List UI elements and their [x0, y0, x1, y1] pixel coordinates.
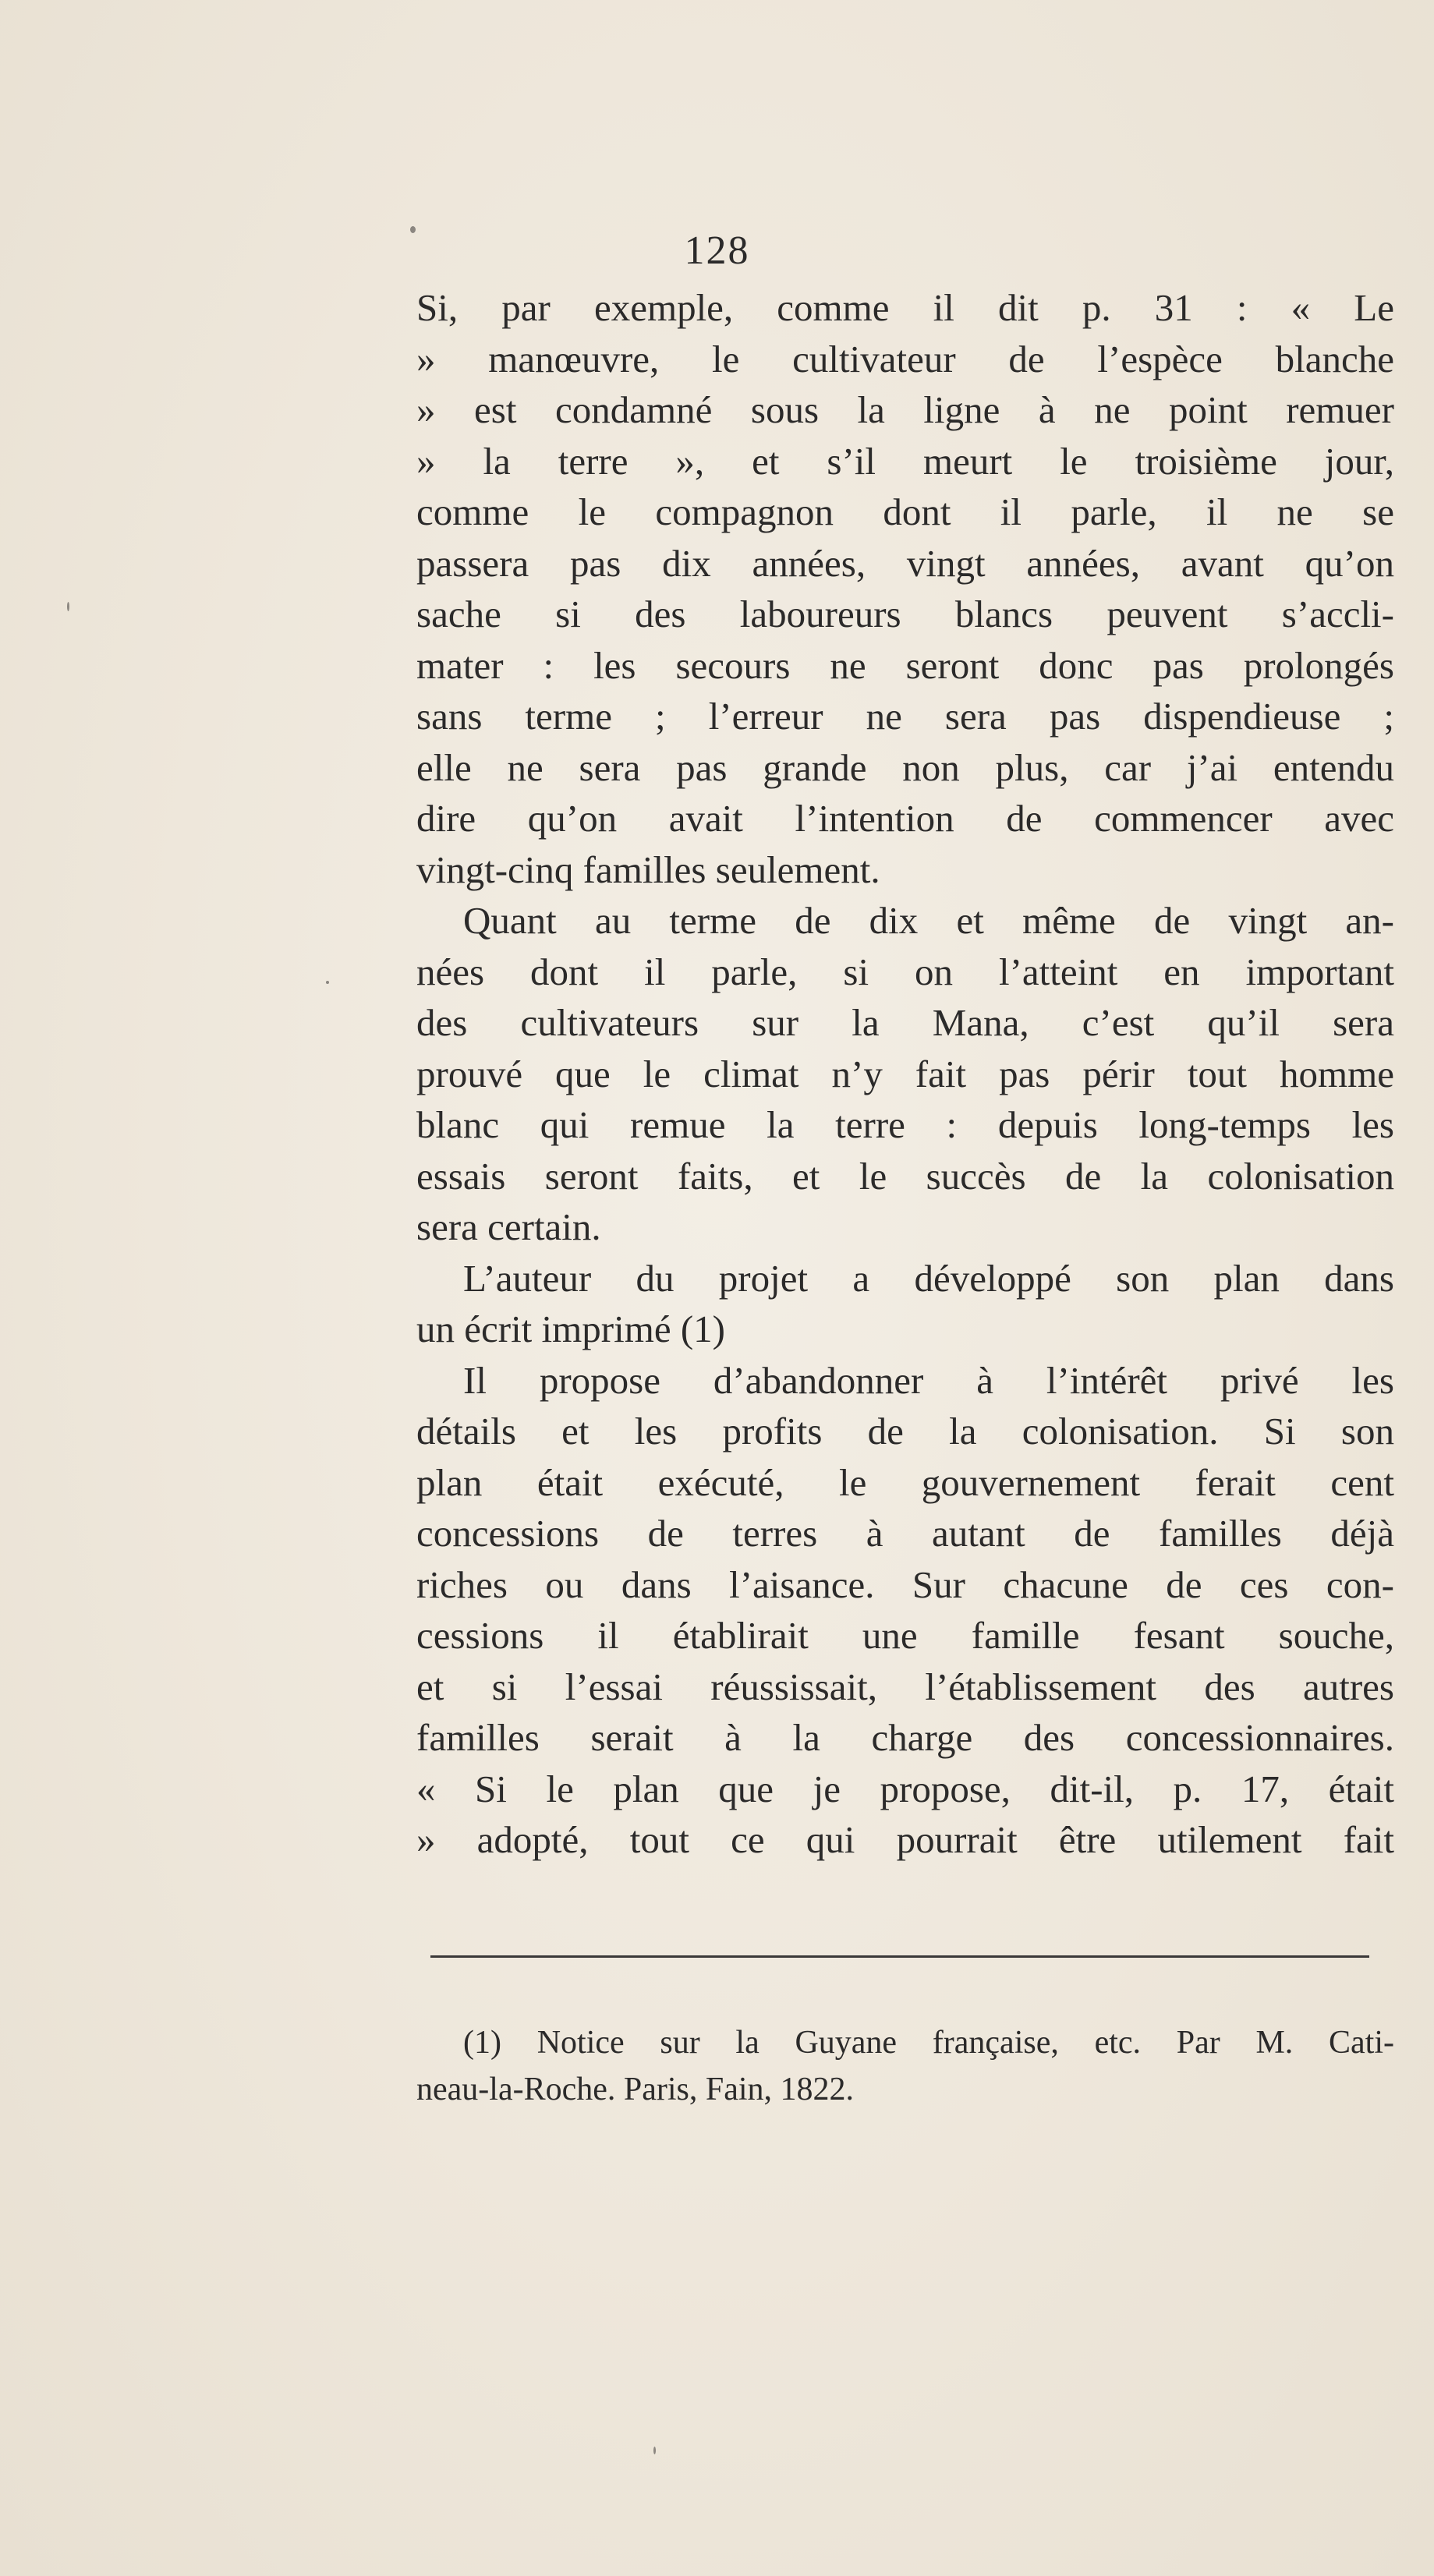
- text-line: Il propose d’abandonner à l’intérêt privé les: [463, 1358, 1394, 1402]
- text-line: concessions de terres à autant de familles déjà: [416, 1512, 1394, 1555]
- text-line: sache si des laboureurs blancs peuvent s’accli-: [416, 593, 1394, 635]
- footnote: [416, 2019, 1394, 2113]
- text-line: » adopté, tout ce qui pourrait être utilement fait: [416, 1818, 1394, 1861]
- text-line: » la terre », et s’il meurt le troisième jour,: [416, 439, 1394, 483]
- text-line: mater : les secours ne seront donc pas prolongés: [416, 643, 1394, 687]
- footnote-line: neau-la-Roche. Paris, Fain, 1822.: [416, 2072, 855, 2107]
- text-line: L’auteur du projet a développé son plan dans: [463, 1256, 1394, 1300]
- text-line: riches ou dans l’aisance. Sur chacune de ces con-: [416, 1562, 1394, 1606]
- text-line: nées dont il parle, si on l’atteint en important: [416, 950, 1394, 993]
- text-line: comme le compagnon dont il parle, il ne se: [416, 490, 1394, 533]
- paper-speck: [653, 2447, 656, 2454]
- footnote-line: (1) Notice sur la Guyane française, etc. Par M. Cati-: [463, 2025, 1394, 2061]
- body-text: [416, 282, 1394, 1866]
- text-line: sans terme ; l’erreur ne sera pas dispendieuse ;: [416, 695, 1394, 738]
- text-line: « Si le plan que je propose, dit-il, p. 17, était: [416, 1767, 1394, 1810]
- text-line: Quant au terme de dix et même de vingt an-: [463, 899, 1394, 942]
- text-line: cessions il établirait une famille fesant souche,: [416, 1614, 1394, 1657]
- text-line: essais seront faits, et le succès de la colonisation: [416, 1154, 1394, 1198]
- text-line: détails et les profits de la colonisation. Si son: [416, 1410, 1394, 1453]
- paper-speck: [326, 981, 329, 984]
- text-line: familles serait à la charge des concessionnaires.: [416, 1716, 1394, 1759]
- text-line: prouvé que le climat n’y fait pas périr tout homme: [416, 1052, 1394, 1095]
- page-number: 128: [684, 228, 750, 273]
- text-line: passera pas dix années, vingt années, avant qu’on: [416, 541, 1394, 585]
- text-line: elle ne sera pas grande non plus, car j’ai entendu: [416, 745, 1394, 789]
- text-line: » manœuvre, le cultivateur de l’espèce blanche: [416, 337, 1394, 380]
- text-line: Si, par exemple, comme il dit p. 31 : « Le: [416, 286, 1394, 329]
- text-line: un écrit imprimé (1): [416, 1307, 725, 1350]
- paper-speck: [410, 226, 416, 233]
- footnote-divider: [430, 1955, 1369, 1958]
- text-line: des cultivateurs sur la Mana, c’est qu’il sera: [416, 1001, 1394, 1044]
- text-line: dire qu’on avait l’intention de commencer avec: [416, 797, 1394, 840]
- text-line: vingt-cinq familles seulement.: [416, 847, 880, 891]
- text-line: » est condamné sous la ligne à ne point remuer: [416, 388, 1394, 431]
- text-line: blanc qui remue la terre : depuis long-temps les: [416, 1103, 1394, 1146]
- text-line: et si l’essai réussissait, l’établissement des autres: [416, 1665, 1394, 1708]
- paper-speck: [67, 602, 69, 611]
- text-line: plan était exécuté, le gouvernement ferait cent: [416, 1460, 1394, 1504]
- text-line: sera certain.: [416, 1205, 601, 1248]
